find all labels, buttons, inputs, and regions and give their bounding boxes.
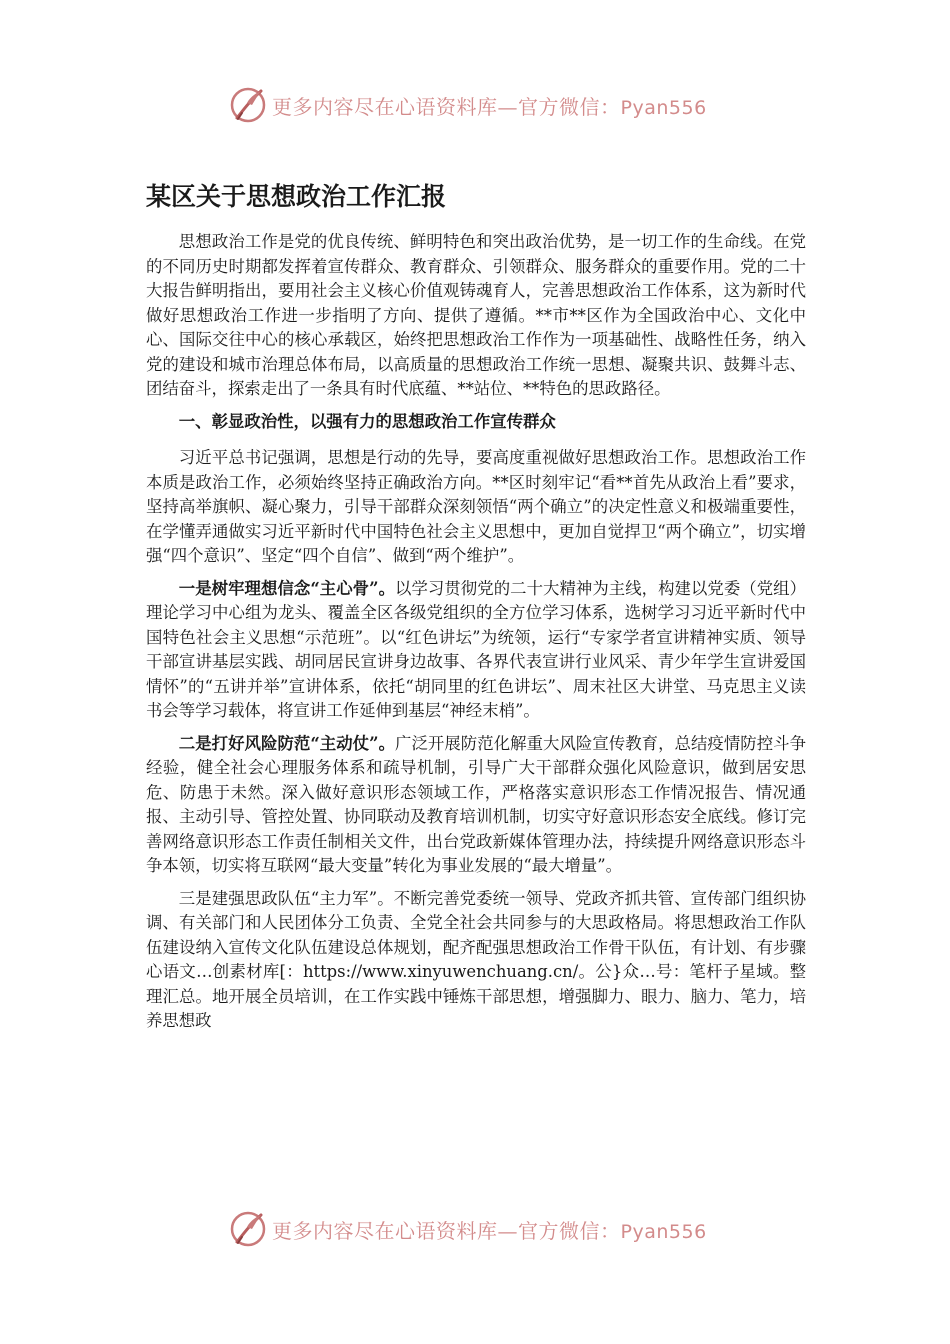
point-two-body: 广泛开展防范化解重大风险宣传教育，总结疫情防控斗争经验，健全社会心理服务体系和疏导机制，引导广大干部群众强化风险意识，做到居安思危、防患于未然。深入做好意识形态领域工作，严格落实意识形态工作情况报告、情况通报、主动引导、管控处置、协同联动及教育培训机制，切实守好意识形态安全底线。修订完善网络意识形态工作责任制相关文件，出台党政新媒体管理办法，持续提升网络意识形态斗争本领，切实将互联网“最大变量”转化为事业发展的“最大增量”。 — [146, 733, 807, 875]
document-body — [146, 178, 806, 1042]
banner-text: 更多内容尽在心语资料库—官方微信：Pyan556 — [272, 94, 707, 119]
point-one-paragraph — [146, 577, 806, 724]
header-watermark-banner — [228, 82, 748, 128]
point-one-body: 以学习贯彻党的二十大精神为主线，构建以党委（党组）理论学习中心组为龙头、覆盖全区各级党组织的全方位学习体系，选树学习习近平新时代中国特色社会主义思想“示范班”。以“红色讲坛”为统领，运行“专家学者宣讲精神实质、领导干部宣讲基层实践、胡同居民宣讲身边故事、各界代表宣讲行业风采、青少年学生宣讲爱国情怀”的“五讲并举”宣讲体系，依托“胡同里的红色讲坛”、周末社区大讲堂、马克思主义读书会等学习载体，将宣讲工作延伸到基层“神经末梢”。 — [146, 578, 807, 720]
document-title: 某区关于思想政治工作汇报 — [146, 182, 447, 211]
quill-pen-icon — [228, 1209, 268, 1249]
point-two-paragraph — [146, 732, 806, 879]
intro-paragraph: 思想政治工作是党的优良传统、鲜明特色和突出政治优势，是一切工作的生命线。在党的不同历史时期都发挥着宣传群众、教育群众、引领群众、服务群众的重要作用。党的二十大报告鲜明指出，要用社会主义核心价值观铸魂育人，完善思想政治工作体系，这为新时代做好思想政治工作进一步指明了方向、提供了遵循。**市**区作为全国政治中心、文化中心、国际交往中心的核心承载区，始终把思想政治工作作为一项基础性、战略性任务，纳入党的建设和城市治理总体布局，以高质量的思想政治工作统一思想、凝聚共识、鼓舞斗志、团结奋斗，探索走出了一条具有时代底蕴、**站位、**特色的思政路径。 — [146, 232, 806, 398]
point-one-lead: 一是树牢理想信念“主心骨”。 — [178, 578, 396, 598]
point-two-lead: 二是打好风险防范“主动仗”。 — [178, 733, 396, 753]
point-three-paragraph: 三是建强思政队伍“主力军”。不断完善党委统一领导、党政齐抓共管、宣传部门组织协调、有关部门和人民团体分工负责、全党全社会共同参与的大思政格局。将思想政治工作队伍建设纳入宣传文化队伍建设总体规划，配齐配强思想政治工作骨干队伍，有计划、有步骤心语文…创素材库[：https://www.xinyuwenchuang.cn/。公}众…号：笔杆子星域。整理汇总。地开展全员培训，在工作实践中锤炼干部思想，增强脚力、眼力、脑力、笔力，培养思想政 — [146, 888, 806, 1030]
quill-pen-icon — [228, 85, 268, 125]
section-paragraph: 习近平总书记强调，思想是行动的先导，要高度重视做好思想政治工作。思想政治工作本质是政治工作，必须始终坚持正确政治方向。**区时刻牢记“看**首先从政治上看”要求，坚持高举旗帜、凝心聚力，引导干部群众深刻领悟“两个确立”的决定性意义和极端重要性，在学懂弄通做实习近平新时代中国特色社会主义思想中，更加自觉捍卫“两个确立”，切实增强“四个意识”、坚定“四个自信”、做到“两个维护”。 — [146, 448, 806, 565]
banner-handle: Pyan556 — [620, 96, 707, 119]
footer-watermark-banner — [228, 1206, 748, 1252]
banner-text: 更多内容尽在心语资料库—官方微信：Pyan556 — [272, 1218, 707, 1243]
banner-handle: Pyan556 — [620, 1220, 707, 1243]
section-heading: 一、彰显政治性，以强有力的思想政治工作宣传群众 — [178, 411, 556, 431]
